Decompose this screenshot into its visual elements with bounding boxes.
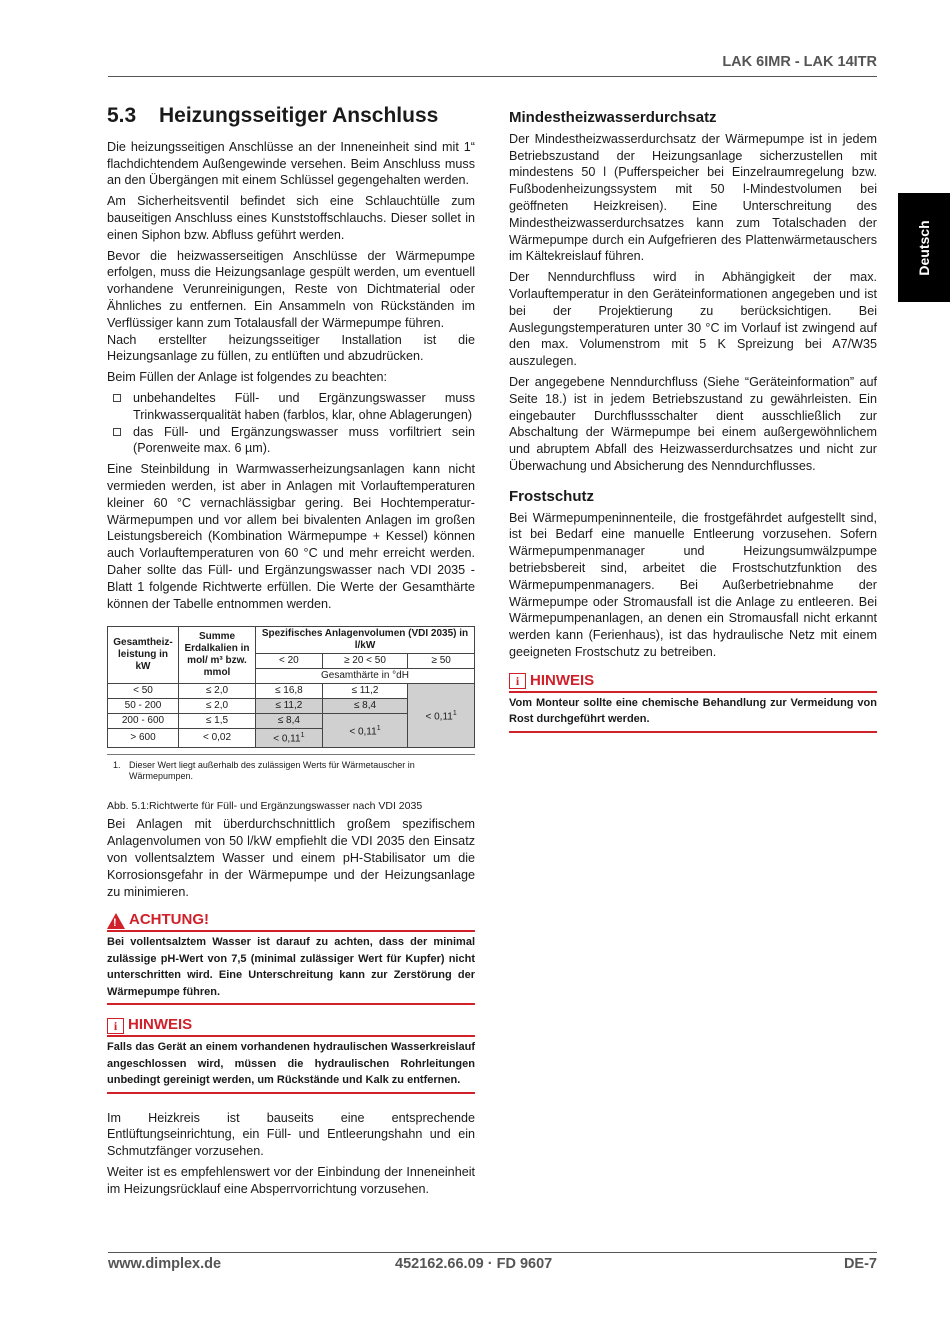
footer-page-number: DE-7 xyxy=(843,1256,877,1272)
table-header-summe: Summe Erdalkalien in mol/ m³ bzw. mmol xyxy=(179,627,256,684)
hint-header xyxy=(509,673,877,693)
paragraph: Beim Füllen der Anlage ist folgendes zu beachten: xyxy=(107,370,388,385)
hint-title: HINWEIS xyxy=(128,1016,193,1034)
table-cell: ≤ 11,2 xyxy=(322,684,408,699)
section-title: Heizungsseitiger Anschluss xyxy=(159,104,439,127)
subheading-frostschutz: Frostschutz xyxy=(509,487,595,505)
info-icon: i xyxy=(509,673,526,689)
warning-text: Bei vollentsalztem Wasser ist darauf zu achten, dass der minimal zulässige pH-Wert von 7,5 (minimal zulässiger Wert für Kupfer) nicht unterschritten wird. Eine Unterschreitung kann zur Zerstörung der Wärmepumpe führen. xyxy=(107,932,475,1005)
table-header-col: ≥ 20 < 50 xyxy=(322,654,408,669)
table-cell: ≤ 11,2 xyxy=(256,699,323,714)
language-tab-label: Deutsch xyxy=(916,219,932,276)
table-cell: ≤ 16,8 xyxy=(256,684,323,699)
paragraph: Im Heizkreis ist bauseits eine entsprechende Entlüftungseinrichtung, ein Füll- und Entleerungshahn und ein Schmutzfänger vorzusehen. xyxy=(107,1110,475,1159)
hint-header xyxy=(107,1017,475,1037)
paragraph: Nach erstellter heizungsseitiger Installation ist die Heizungsanlage zu füllen, zu entlüften und abzudrücken. xyxy=(107,332,475,364)
bullet-list xyxy=(107,390,475,457)
figure-caption: Abb. 5.1:Richtwerte für Füll- und Ergänzungswasser nach VDI 2035 xyxy=(107,799,423,812)
page-footer xyxy=(108,1252,877,1272)
table-cell: 50 - 200 xyxy=(108,699,179,714)
paragraph: Bevor die heizwasserseitigen Anschlüsse der Wärmepumpe erfolgen, muss die Heizungsanlage gespült werden, um eventuell vorhandene Verunreinigungen, Reste von Dichtmaterial oder Ähnliches zu entfernen. Ein Ansammeln von Rückständen im Verflüssiger kann zum Totalausfall der Wärmepumpe führen. xyxy=(107,248,475,330)
table-header-volumen: Spezifisches Anlagenvolumen (VDI 2035) in l/kW xyxy=(256,627,475,654)
paragraph: Bei Wärmepumpeninnenteile, die frostgefährdet aufgestellt sind, ist bei Bedarf eine manuelle Entleerung vorzusehen. Sofern Wärmepumpenmanager und Heizungsumwälzpumpe betriebsbereit sind, arbeitet die Frostschutzfunktion des Wärmepumpenmanagers. Bei Außerbetriebnahme der Wärmepumpe oder Stromausfall ist die Anlage zu entleeren. Bei Wärmepumpenanlagen, an denen ein Stromausfall nicht erkannt werden kann (Ferienhaus), ist das hydraulische Netz mit einem geeigneten Frostschutz zu betreiben. xyxy=(509,510,877,659)
section-number: 5.3 xyxy=(107,104,137,127)
table-cell: < 0,02 xyxy=(179,729,256,747)
paragraph: Die heizungsseitigen Anschlüsse an der Inneneinheit sind mit 1“ flachdichtendem Außengewinde versehen. Beim Anschluss muss an den Übergängen mit einem Schlüssel gegengehalten werden. xyxy=(107,139,475,188)
paragraph: Der Nenndurchfluss wird in Abhängigkeit der max. Vorlauftemperatur in den Geräteinformationen angegeben und ist bei der Projektierung zu berücksichtigen. Bei Auslegungstemperaturen unter 30 °C im Vorlauf ist zwingend auf den max. Volumenstrom mit 5 K Spreizung bei A7/W35 auszulegen. xyxy=(509,270,877,369)
table-header-haerte: Gesamthärte in °dH xyxy=(256,669,475,684)
water-quality-table xyxy=(107,626,475,747)
hint-box xyxy=(509,673,877,733)
table-header-col: < 20 xyxy=(256,654,323,669)
table-cell-merged-mid: < $0,11^1$ xyxy=(322,714,408,747)
info-icon: i xyxy=(107,1018,124,1034)
paragraph: Der Mindestheizwasserdurchsatz der Wärmepumpe ist in jedem Betriebszustand der Heizungsanlage sicherzustellen mit mindestens 50 l (Pufferspeicher bei Einzelraumregelung bzw. Fußbodenheizungssystem mit 50 l-Mindestvolumen bei geöffneten Heizkreisen). Eine Unterschreitung des Mindestheizwasserdurchsatzes kann zum Totalschaden der Wärmepumpe durch ein Aufgefrieren des Plattenwärmetauschers im Kältekreislauf führen. xyxy=(509,131,877,264)
footer-doc-number: 452162.66.09 · FD 9607 xyxy=(395,1256,553,1272)
subheading-mindestdurchsatz: Mindestheizwasserdurchsatz xyxy=(509,109,717,126)
warning-box xyxy=(107,912,475,1005)
table-cell: ≤ 2,0 xyxy=(179,699,256,714)
header-title: LAK 6IMR - LAK 14ITR xyxy=(722,54,877,70)
table-footnote: 1. Dieser Wert liegt außerhalb des zulässigen Werts für Wärmetauscher in Wärmepumpen. xyxy=(107,754,475,782)
paragraph: Der angegebene Nenndurchfluss (Siehe “Geräteinformation” auf Seite 18.) ist in jedem Betriebszustand zu gewährleisten. Ein eingebauter Durchflussschalter dient ausschließlich zur Abschaltung der Wärmepumpe bei einem außergewöhnlichem und abruptem Abfall des Heizwasserdurchsatzes und nicht zur Überwachung und Absicherung des Nenndurchflusses. xyxy=(509,374,877,473)
table-cell: > 600 xyxy=(108,729,179,747)
warning-header xyxy=(107,912,475,932)
list-item: das Füll- und Ergänzungswasser muss vorfiltriert sein (Porenweite max. 6 µm). xyxy=(107,424,475,458)
table-header-leistung: Gesamtheiz-leistung in kW xyxy=(108,627,179,684)
paragraph: Eine Steinbildung in Warmwasserheizungsanlagen kann nicht vermieden werden, ist aber in Anlagen mit Vorlauftemperaturen kleiner 60 °C vernachlässigbar gering. Bei Hochtemperatur-Wärmepumpen und vor allem bei bivalenten Anlagen im großen Leistungsbereich (Kombination Wärmepumpe + Kessel) können auch Vorlauftemperaturen von 60 °C und mehr erreicht werden. Daher sollte das Füll- und Ergänzungswasser nach VDI 2035 - Blatt 1 folgende Richtwerte erfüllen. Die Werte der Gesamthärte können der Tabelle entnommen werden. xyxy=(107,462,475,611)
table-row xyxy=(108,684,475,699)
paragraph: Am Sicherheitsventil befindet sich eine Schlauchtülle zum bauseitigen Anschluss eines Kunststoffschlauchs. Dieser sollet in einen Siphon bzw. Abfluss geführt werden. xyxy=(107,194,475,242)
table-cell: ≤ 8,4 xyxy=(256,714,323,729)
hint-box xyxy=(107,1017,475,1093)
page-header xyxy=(108,52,877,77)
footer-website[interactable]: www.dimplex.de xyxy=(108,1256,222,1272)
table-cell-merged-right: < $0,11^1$ xyxy=(408,684,475,747)
table-cell: ≤ 2,0 xyxy=(179,684,256,699)
hint-text: Vom Monteur sollte eine chemische Behandlung zur Vermeidung von Rost durchgeführt werden. xyxy=(509,693,877,733)
table-header-col: ≥ 50 xyxy=(408,654,475,669)
section-heading xyxy=(107,104,475,127)
right-column xyxy=(509,110,877,745)
table-cell: ≤ 1,5 xyxy=(179,714,256,729)
warning-triangle-icon xyxy=(107,913,125,929)
paragraph: Weiter ist es empfehlenswert vor der Einbindung der Inneneinheit im Heizungsrücklauf eine Absperrvorrichtung vorzusehen. xyxy=(107,1164,475,1196)
left-column xyxy=(107,104,475,1202)
warning-title: ACHTUNG! xyxy=(129,911,209,929)
table-cell: 200 - 600 xyxy=(108,714,179,729)
hint-title: HINWEIS xyxy=(530,671,595,689)
hint-text: Falls das Gerät an einem vorhandenen hydraulischen Wasserkreislauf angeschlossen wird, müssen die hydraulischen Rohrleitungen unbedingt gereinigt werden, um Rückstände und Kalk zu entfernen. xyxy=(107,1037,475,1094)
paragraph: Bei Anlagen mit überdurchschnittlich großem spezifischem Anlagenvolumen von 50 l/kW empfiehlt die VDI 2035 den Einsatz von vollentsalztem Wasser und einem pH-Stabilisator um die Korrosionsgefahr in der Wärmepumpe und der Heizungsanlage zu minimieren. xyxy=(107,817,475,899)
table-cell: ≤ 8,4 xyxy=(322,699,408,714)
language-tab xyxy=(898,193,950,302)
table-cell: < $0,11^1$ xyxy=(256,729,323,747)
list-item: unbehandeltes Füll- und Ergänzungswasser muss Trinkwasserqualität haben (farblos, klar, ohne Ablagerungen) xyxy=(107,390,475,424)
table-cell: < 50 xyxy=(108,684,179,699)
